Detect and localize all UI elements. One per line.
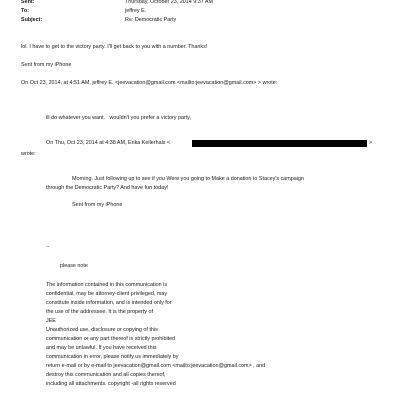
quote2-attribution: On Thu, Oct 23, 2014 at 4:38 AM, Erika Kellerhals <	[46, 140, 171, 146]
quote2-text-line2: through the Democratic Party? And have fun today!	[46, 185, 169, 191]
to-label: To:	[21, 8, 29, 14]
disclaimer-line: return e-mail or by e-mail to jeevacation@gmail.com <mailto:jeevacation@gmail.com> , and	[46, 363, 266, 369]
disclaimer-line: communication or any part thereof is strictly prohibited	[46, 336, 176, 342]
disclaimer-line: destroy this communication and all copies thereof,	[46, 372, 166, 378]
to-value: jeffrey E.	[125, 8, 147, 14]
redaction-bar	[192, 140, 367, 147]
sent-label: Sent:	[21, 0, 35, 5]
disclaimer-line: Unauthorized use, disclosure or copying of this	[46, 327, 158, 333]
quote1-attribution: On Oct 23, 2014, at 4:51 AM, jeffrey E. <jeevacation@gmail.com <mailto:jeevacation@gmail.com> > wrote:	[21, 80, 278, 86]
disclaimer-line: confidential, may be attorney-client privileged, may	[46, 291, 168, 297]
quote2-wrote: wrote:	[21, 151, 36, 157]
disclaimer-line: the use of the addressee. It is the property of	[46, 309, 153, 315]
subject-value: Re: Democratic Party	[125, 17, 177, 23]
disclaimer-line: communication in error, please notify us immediately by	[46, 354, 179, 360]
reply-signature: Sent from my iPhone	[21, 62, 72, 68]
reply-text: lol. I have to get to the victory party. I'll get back to you with a number. Thanks!	[21, 44, 208, 50]
quote2-attribution-end: >	[369, 140, 373, 146]
signature-separator: --	[46, 244, 50, 250]
sent-value: Thursday, October 23, 2014 9:37 AM	[125, 0, 213, 5]
subject-label: Subject:	[21, 17, 43, 23]
disclaimer-line: and may be unlawful. If you have received this	[46, 345, 157, 351]
please-note: please note	[60, 263, 88, 269]
quote2-signature: Sent from my iPhone	[72, 202, 123, 208]
disclaimer-line: The information contained in this communication is	[46, 282, 168, 288]
quote2-text-line1: Morning. Just following up to see if you Were you going to Make a donation to Stacey's campaign	[72, 176, 304, 182]
disclaimer-line: constitute inside information, and is intended only for	[46, 300, 172, 306]
quote1-text: ill do whatever you want. wouldn't you prefer a victory party,	[46, 115, 192, 121]
disclaimer-line: including all attachments. copyright -all rights reserved	[46, 381, 176, 387]
disclaimer-line: JEE	[46, 318, 56, 324]
